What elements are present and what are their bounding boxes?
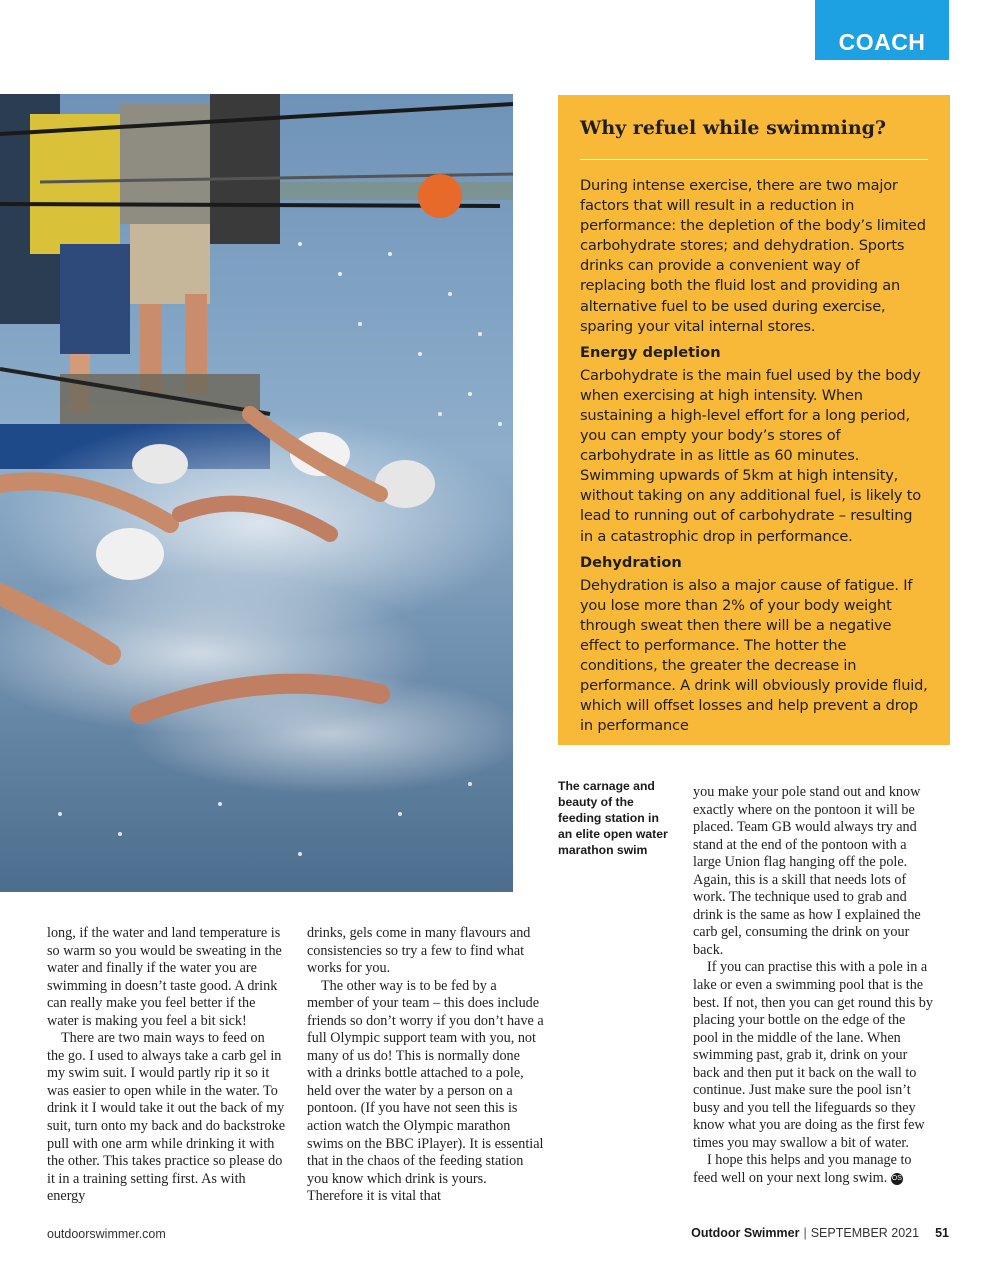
body-column-3: [693, 784, 933, 1188]
body-column-2: [307, 925, 545, 1206]
dehydration-text: Dehydration is also a major cause of fatigue. If you lose more than 2% of your body weight through sweat then there will be a negative effect to performance. The hotter the conditions, the greater the decrease in performance. A drink will obviously provide fluid, which will offset losses and help prevent a drop in performance: [580, 576, 928, 735]
paragraph: There are two main ways to feed on the go. I used to always take a carb gel in my swim suit. I would partly rip it so it was easier to open while in the water. To drink it I would take it out the back of my suit, turn onto my back and do backstroke pull with one arm while drinking it with the other. This takes practice so please do it in a training setting first. As with energy: [47, 1030, 285, 1205]
paragraph: you make your pole stand out and know exactly where on the pontoon it will be placed. Team GB would always try and stand at the end of the pontoon with a large Union flag hanging off the pole. Again, this is a skill that needs lots of work. The technique used to grab and drink is the same as how I explained the carb gel, consuming the drink on your back.: [693, 784, 921, 958]
closing-paragraph: [693, 1152, 933, 1187]
paragraph: If you can practise this with a pole in a lake or even a swimming pool that is the best. If not, then you can get round this by placing your bottle on the edge of the pool in the middle of the lane. When swimming past, grab it, drink on your back and then put it back on the wall to continue. Just make sure the pool isn’t busy and you tell the lifeguards so they know what you are doing as the first few times you may swallow a bit of water.: [693, 959, 933, 1151]
sidebar-title: Why refuel while swimming?: [580, 117, 928, 160]
energy-depletion-heading: Energy depletion: [580, 343, 721, 361]
footer-folio: [691, 1226, 949, 1240]
magazine-name: Outdoor Swimmer: [691, 1226, 800, 1240]
footer-website: outdoorswimmer.com: [47, 1227, 166, 1241]
end-mark-icon: OS: [891, 1173, 903, 1185]
folio-separator: |: [803, 1226, 807, 1240]
refuel-sidebar-box: [558, 95, 950, 745]
energy-depletion-text: Carbohydrate is the main fuel used by the body when exercising at high intensity. When sustaining a high-level effort for a long period, you can empty your body’s stores of carbohydrate in as little as 60 minutes. Swimming upwards of 5km at high intensity, without taking on any additional fuel, is likely to lead to running out of carbohydrate – resulting in a catastrophic drop in performance.: [580, 366, 922, 545]
section-tab-coach: COACH: [815, 0, 949, 60]
paragraph: The other way is to be fed by a member of your team – this does include friends so don’t worry if you don’t have a full Olympic support team with you, not many of us do! This is normally done with a drinks bottle attached to a pole, held over the water by a person on a pontoon. (If you have not seen this is action watch the Olympic marathon swims on the BBC iPlayer). It is essential that in the chaos of the feeding station you know which drink is yours. Therefore it is vital that: [307, 977, 544, 1205]
photo-caption: The carnage and beauty of the feeding station in an elite open water marathon swim: [558, 779, 668, 857]
feeding-station-photo: [0, 94, 513, 892]
paragraph: drinks, gels come in many flavours and consistencies so try a few to find what works for you.: [307, 925, 531, 977]
dehydration-heading: Dehydration: [580, 553, 682, 571]
paragraph: long, if the water and land temperature is so warm so you would be sweating in the water and finally if the water you are swimming in doesn’t taste good. A drink can really make you feel better if the water is making you feel a bit sick!: [47, 925, 282, 1029]
page-number: 51: [935, 1226, 949, 1240]
issue-date: SEPTEMBER 2021: [810, 1226, 920, 1240]
sidebar-intro: During intense exercise, there are two major factors that will result in a reduction in performance: the depletion of the body’s limited carbohydrate stores; and dehydration. Sports drinks can provide a convenient way of replacing both the fluid lost and providing an alternative fuel to be used during exercise, sparing your vital internal stores.: [580, 177, 926, 335]
paragraph-text: I hope this helps and you manage to feed well on your next long swim.: [693, 1152, 912, 1187]
body-column-1: [47, 925, 285, 1206]
